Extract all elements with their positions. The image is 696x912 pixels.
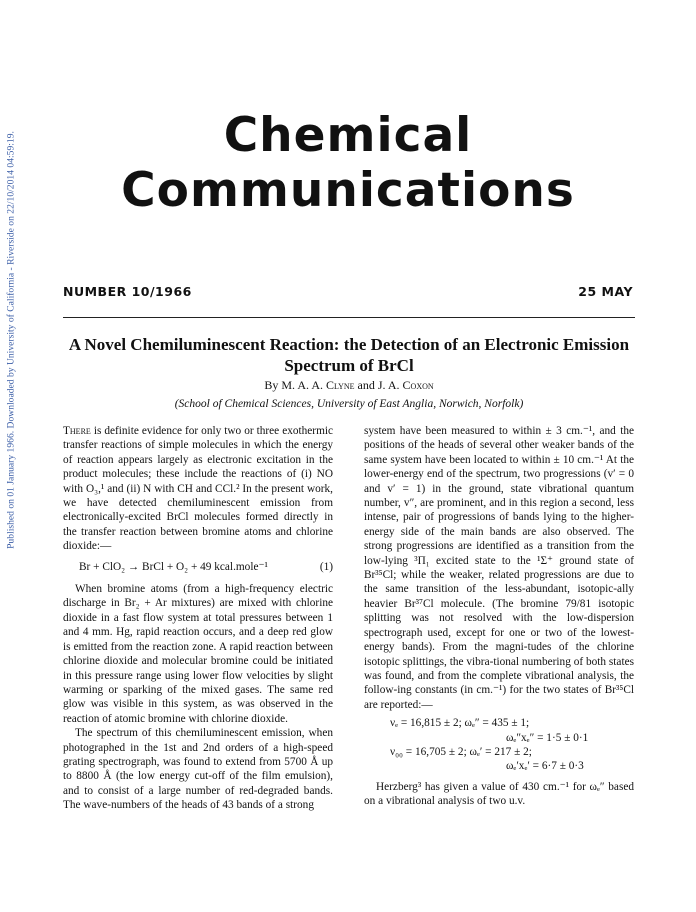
issue-date: 25 MAY [578,284,633,299]
article-title: A Novel Chemiluminescent Reaction: the Detection of an Electronic Emission Spectrum of BrCl [68,335,630,375]
constant-line: ωₑ′xₑ′ = 6·7 ± 0·3 [506,760,584,773]
paragraph: system have been measured to within ± 3 cm.⁻¹, and the positions of the heads of several other weaker bands of the same system have been located to within ± 10 cm.⁻¹ At the lower-energy end of the spectrum, two progressions (v′ = 0 and v′ = 1) in the ground, state vibrational quantum number, v″, are prominent, and in this region a second, less intense, pair of progressions of bands lying to the higher-energy side of the main bands are also observed. The strong progressions are identified as a transition from the low-lying ³Π₁ excited state to the ¹Σ⁺ ground state of Br³⁵Cl; while the weaker, related progressions are due to the same transition of the less-abundant, isotopic-ally heavier Br³⁷Cl molecule. (The bromine 79/81 isotopic splitting was not resolved with the low-dispersion spectrograph used, except for one or two of the lowest-energy bands). From the magni-tudes of the chlorine isotopic splittings, the vibra-tional numbering of both states was found, and from the complete vibrational analysis, the follow-ing constants (in cm.⁻¹) for the two states of Br³⁵Cl are reported:— [364,425,634,711]
byline-prefix: By [264,378,279,392]
affiliation: (School of Chemical Sciences, University of East Anglia, Norwich, Norfolk) [174,398,524,410]
constant-line: ωₑ″xₑ″ = 1·5 ± 0·1 [506,731,589,744]
lead-word: There [63,425,91,437]
header-rule [63,317,635,318]
paragraph [63,424,333,554]
left-column [63,424,333,813]
equation [63,560,333,574]
paragraph: When bromine atoms (from a high-frequency electric discharge in Br₂ + Ar mixtures) are mixed with chlorine dioxide in a fast flow system at total pressures between 1 and 4 mm. Hg, rapid reaction occurs, and a deep red glow is emitted from the reaction zone. A rapid reaction between chlorine dioxide and molecular bromine could be initiated in this pressure range using lower flow velocities by slight warming or sparking of the mixed gases. The same red glow was visible in this system, as was observed in the reaction of atomic bromine with chlorine dioxide. [63,583,333,725]
byline [63,378,635,393]
journal-title-line1: Chemical [223,108,473,163]
paragraph: Herzberg³ has given a value of 430 cm.⁻¹ for ωₑ″ based on a vibrational analysis of two u.v. [364,780,634,808]
right-column [364,424,634,809]
author-2: J. A. Coxon [377,378,434,392]
equation-text: Br + ClO₂ → BrCl + O₂ + 49 kcal.mole⁻¹ [79,560,268,573]
paragraph-text: is definite evidence for only two or three exothermic transfer reactions of simple molecules in which the energy of reaction appears largely as electronic excitation in the product molecules; these include the reactions of (i) NO with O₃,¹ and (ii) N with CH and CCl.² In the present work, we have detected chemiluminescent emission from electronically-excited BrCl molecules formed directly in the transfer reaction between bromine atoms and chlorine dioxide:— [63,425,334,553]
paragraph: The spectrum of this chemiluminescent emission, when photographed in the 1st and 2nd orders of a high-speed grating spectrograph, was found to extend from 5700 Å up to 8800 Å (the low energy cut-off of the film emulsion), and to consist of a large number of red-degraded bands. The wave-numbers of the heads of 43 bands of a strong [63,727,333,812]
publication-note: Published on 01 January 1966. Downloaded by University of California - Riverside on 22/10/2014 04:59:19. [5,131,17,549]
constants-block [364,716,634,774]
constant-line: ν₀₀ = 16,705 ± 2; ωₑ′ = 217 ± 2; [390,745,532,758]
issue-number: NUMBER 10/1966 [63,284,192,299]
journal-title-line2: Communications [121,163,575,218]
equation-number: (1) [319,560,333,573]
author-1: M. A. A. Clyne [281,378,355,392]
constant-line: νₑ = 16,815 ± 2; ωₑ″ = 435 ± 1; [390,717,530,730]
byline-and: and [357,378,375,392]
